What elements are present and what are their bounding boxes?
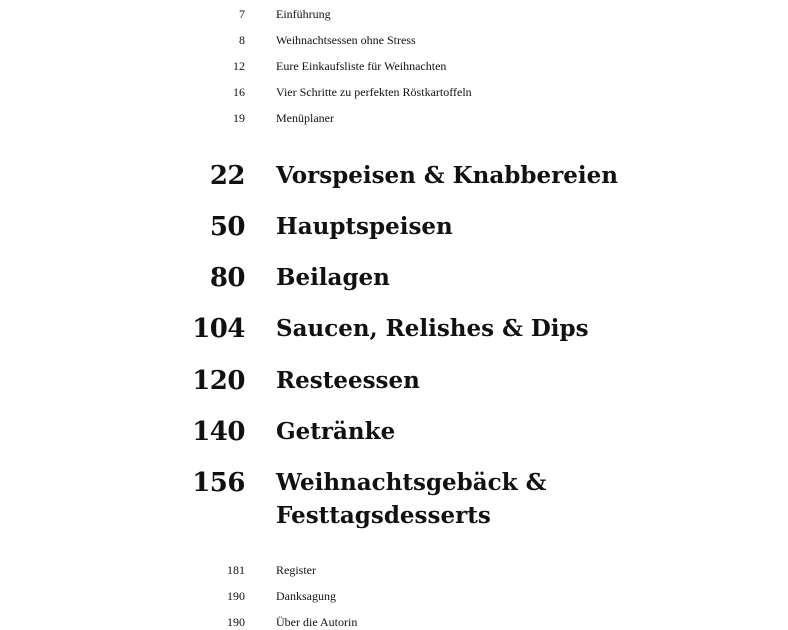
chapter-title: Saucen, Relishes & Dips <box>276 315 589 342</box>
chapter-title: Resteessen <box>276 367 420 394</box>
toc-page-number: 7 <box>239 7 245 21</box>
toc-page-number: 19 <box>233 111 245 125</box>
chapter-page-number: 140 <box>192 417 245 447</box>
chapter-page-number: 22 <box>209 161 245 191</box>
toc-entry-title: Vier Schritte zu perfekten Röstkartoffeln <box>276 85 472 99</box>
chapter-page-number: 104 <box>192 314 245 344</box>
toc-page-number: 8 <box>239 33 245 47</box>
toc-page-number: 12 <box>233 59 245 73</box>
toc-entry-title: Register <box>276 563 316 577</box>
chapter-title-line2: Festtagsdesserts <box>276 502 491 529</box>
chapter-title: Beilagen <box>276 264 390 291</box>
chapter-title: Weihnachtsgebäck & <box>276 469 547 496</box>
chapter-page-number: 156 <box>192 468 245 498</box>
chapter-page-number: 80 <box>209 263 245 293</box>
toc-page-number: 190 <box>227 615 245 629</box>
chapter-title: Getränke <box>276 418 396 445</box>
chapter-page-number: 50 <box>209 212 245 242</box>
toc-entry-title: Menüplaner <box>276 111 334 125</box>
toc-page-number: 16 <box>233 85 245 99</box>
toc-entry-title: Eure Einkaufsliste für Weihnachten <box>276 59 447 73</box>
chapter-title: Vorspeisen & Knabbereien <box>276 162 618 189</box>
chapter-title: Hauptspeisen <box>276 213 453 240</box>
toc-page-number: 181 <box>227 563 245 577</box>
toc-page-number: 190 <box>227 589 245 603</box>
toc-entry-title: Einführung <box>276 7 331 21</box>
toc-entry-title: Weihnachtsessen ohne Stress <box>276 33 416 47</box>
toc-entry-title: Danksagung <box>276 589 336 603</box>
toc-entry-title: Über die Autorin <box>276 615 358 629</box>
chapter-page-number: 120 <box>192 366 245 396</box>
